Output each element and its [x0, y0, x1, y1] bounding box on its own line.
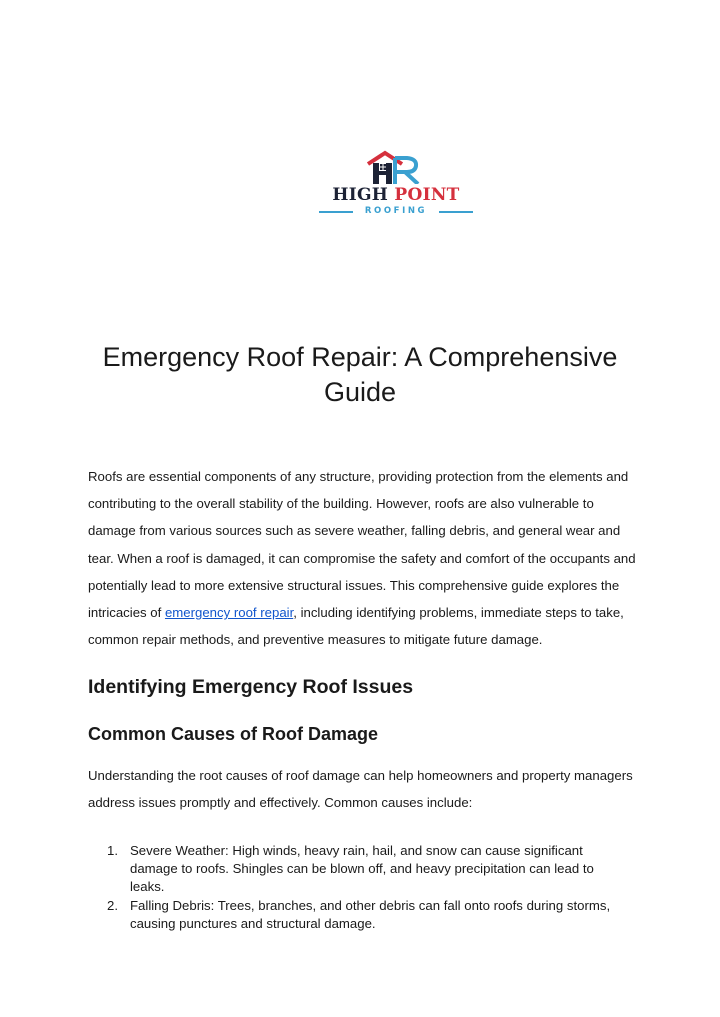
- intro-text-start: Roofs are essential components of any structure, providing protection from the elements and contributing to the overall stability of the building. However, roofs are also vulnerable to damage from various sources such as severe weather, falling debris, and general wear and tear. When a roof is damaged, it can compromise the safety and comfort of the occupants and potentially lead to more extensive structural issues. This comprehensive guide explores the intricacies of: [88, 469, 636, 621]
- brand-rule-left: [319, 211, 353, 213]
- list-item: [88, 842, 628, 897]
- brand-point: POINT: [394, 185, 460, 205]
- list-item: [88, 897, 628, 933]
- causes-intro-paragraph: Understanding the root causes of roof damage can help homeowners and property managers address issues promptly and effectively. Common causes include:: [88, 768, 633, 811]
- intro-text-end: , including identifying problems, immediate steps to take, common repair methods, and preventive measures to mitigate future damage.: [88, 605, 624, 648]
- list-item-number: 1.: [107, 843, 118, 858]
- list-item-number: 2.: [107, 897, 118, 913]
- brand-subtitle: ROOFING: [364, 206, 428, 216]
- section-heading: Identifying Emergency Roof Issues: [88, 676, 414, 698]
- brand-rule-right: [439, 211, 473, 213]
- page-title: Emergency Roof Repair: A Comprehensive Guide: [102, 342, 618, 407]
- brand-high: HIGH: [332, 185, 389, 205]
- intro-paragraph: [88, 463, 644, 653]
- list-item-text: Severe Weather: High winds, heavy rain, hail, and snow can cause significant damage to roofs. Shingles can be blown off, and heavy precipitation can lead to leaks.: [130, 843, 594, 895]
- subsection-heading: Common Causes of Roof Damage: [88, 724, 379, 744]
- brand-name: [313, 186, 479, 204]
- roof-house-icon: [313, 150, 479, 184]
- brand-subtitle-row: [313, 206, 479, 216]
- causes-list: [88, 842, 628, 933]
- emergency-roof-repair-link[interactable]: emergency roof repair: [164, 605, 294, 621]
- company-logo: [313, 150, 479, 216]
- list-item-text: Falling Debris: Trees, branches, and other debris can fall onto roofs during storms, causing punctures and structural damage.: [130, 897, 611, 931]
